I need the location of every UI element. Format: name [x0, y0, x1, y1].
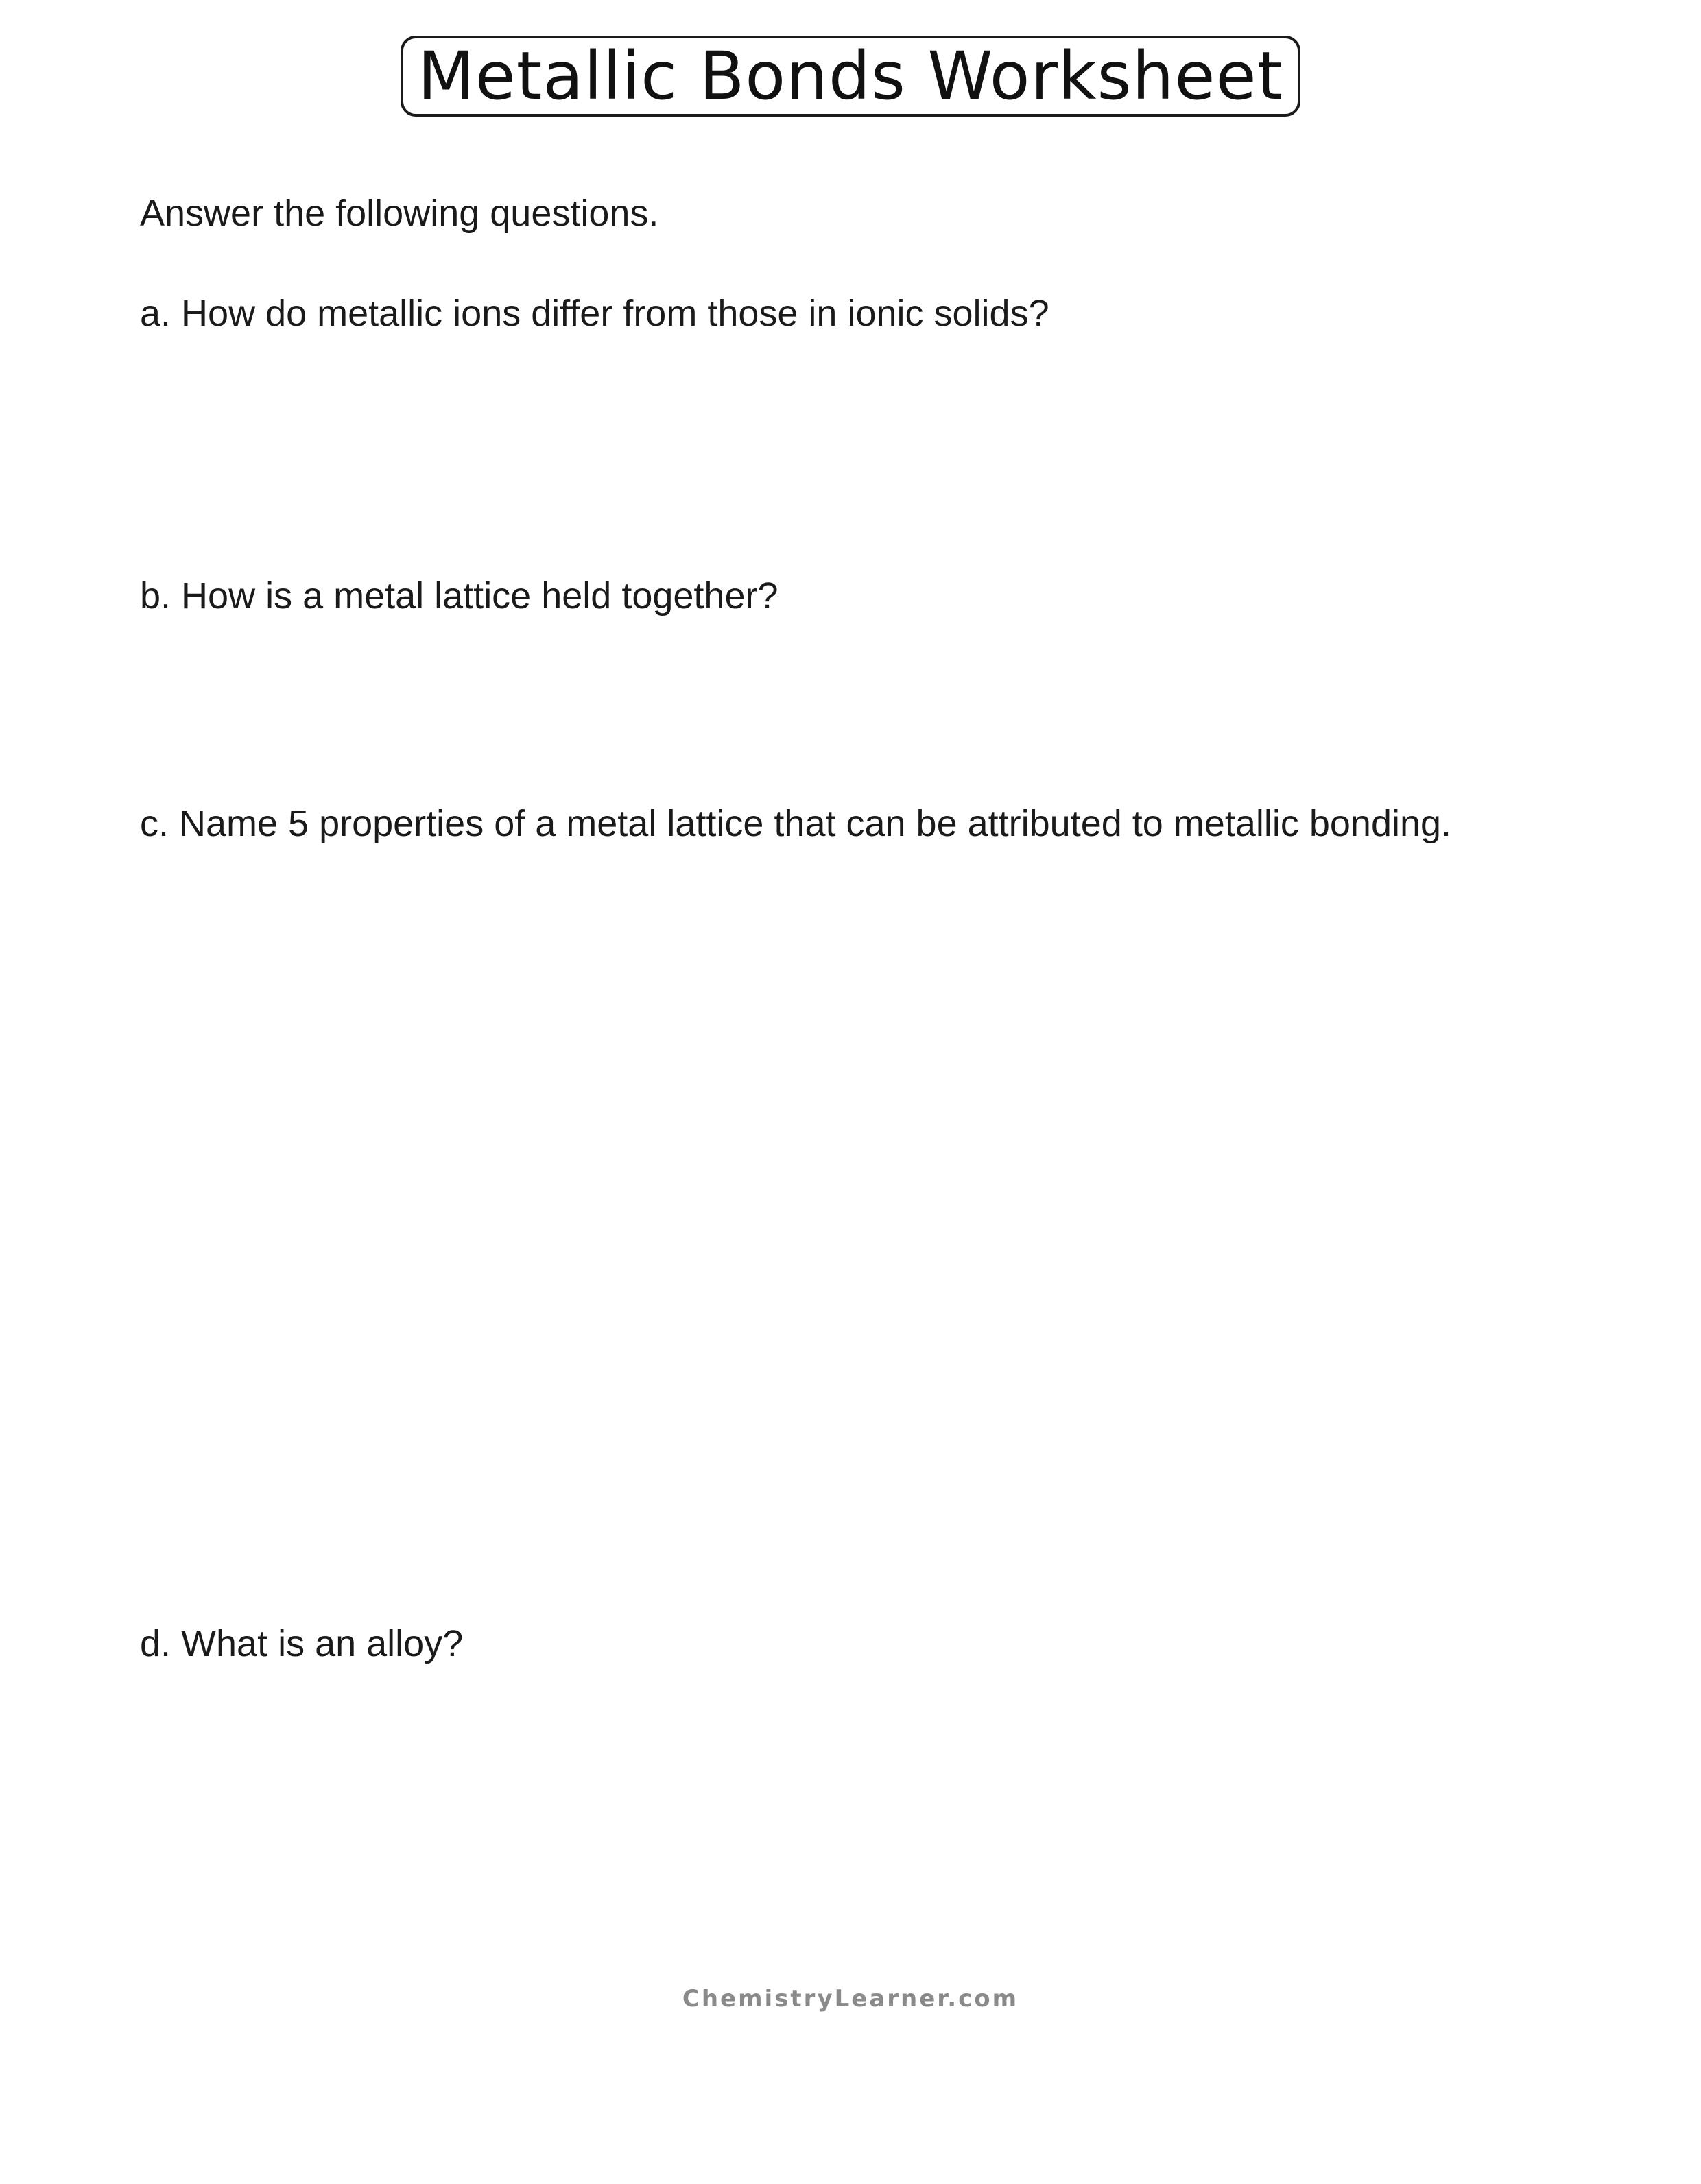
question-a: a. How do metallic ions differ from those in ionic solids?	[140, 293, 1049, 334]
footer-site-name: ChemistryLearner.com	[682, 1985, 1019, 2013]
instructions: Answer the following questions.	[140, 193, 659, 234]
question-d: d. What is an alloy?	[140, 1623, 464, 1664]
question-b: b. How is a metal lattice held together?	[140, 575, 778, 616]
question-c: c. Name 5 properties of a metal lattice that can be attributed to metallic bonding.	[140, 803, 1452, 844]
page-title: Metallic Bonds Worksheet	[417, 38, 1284, 115]
title-box	[401, 36, 1300, 117]
